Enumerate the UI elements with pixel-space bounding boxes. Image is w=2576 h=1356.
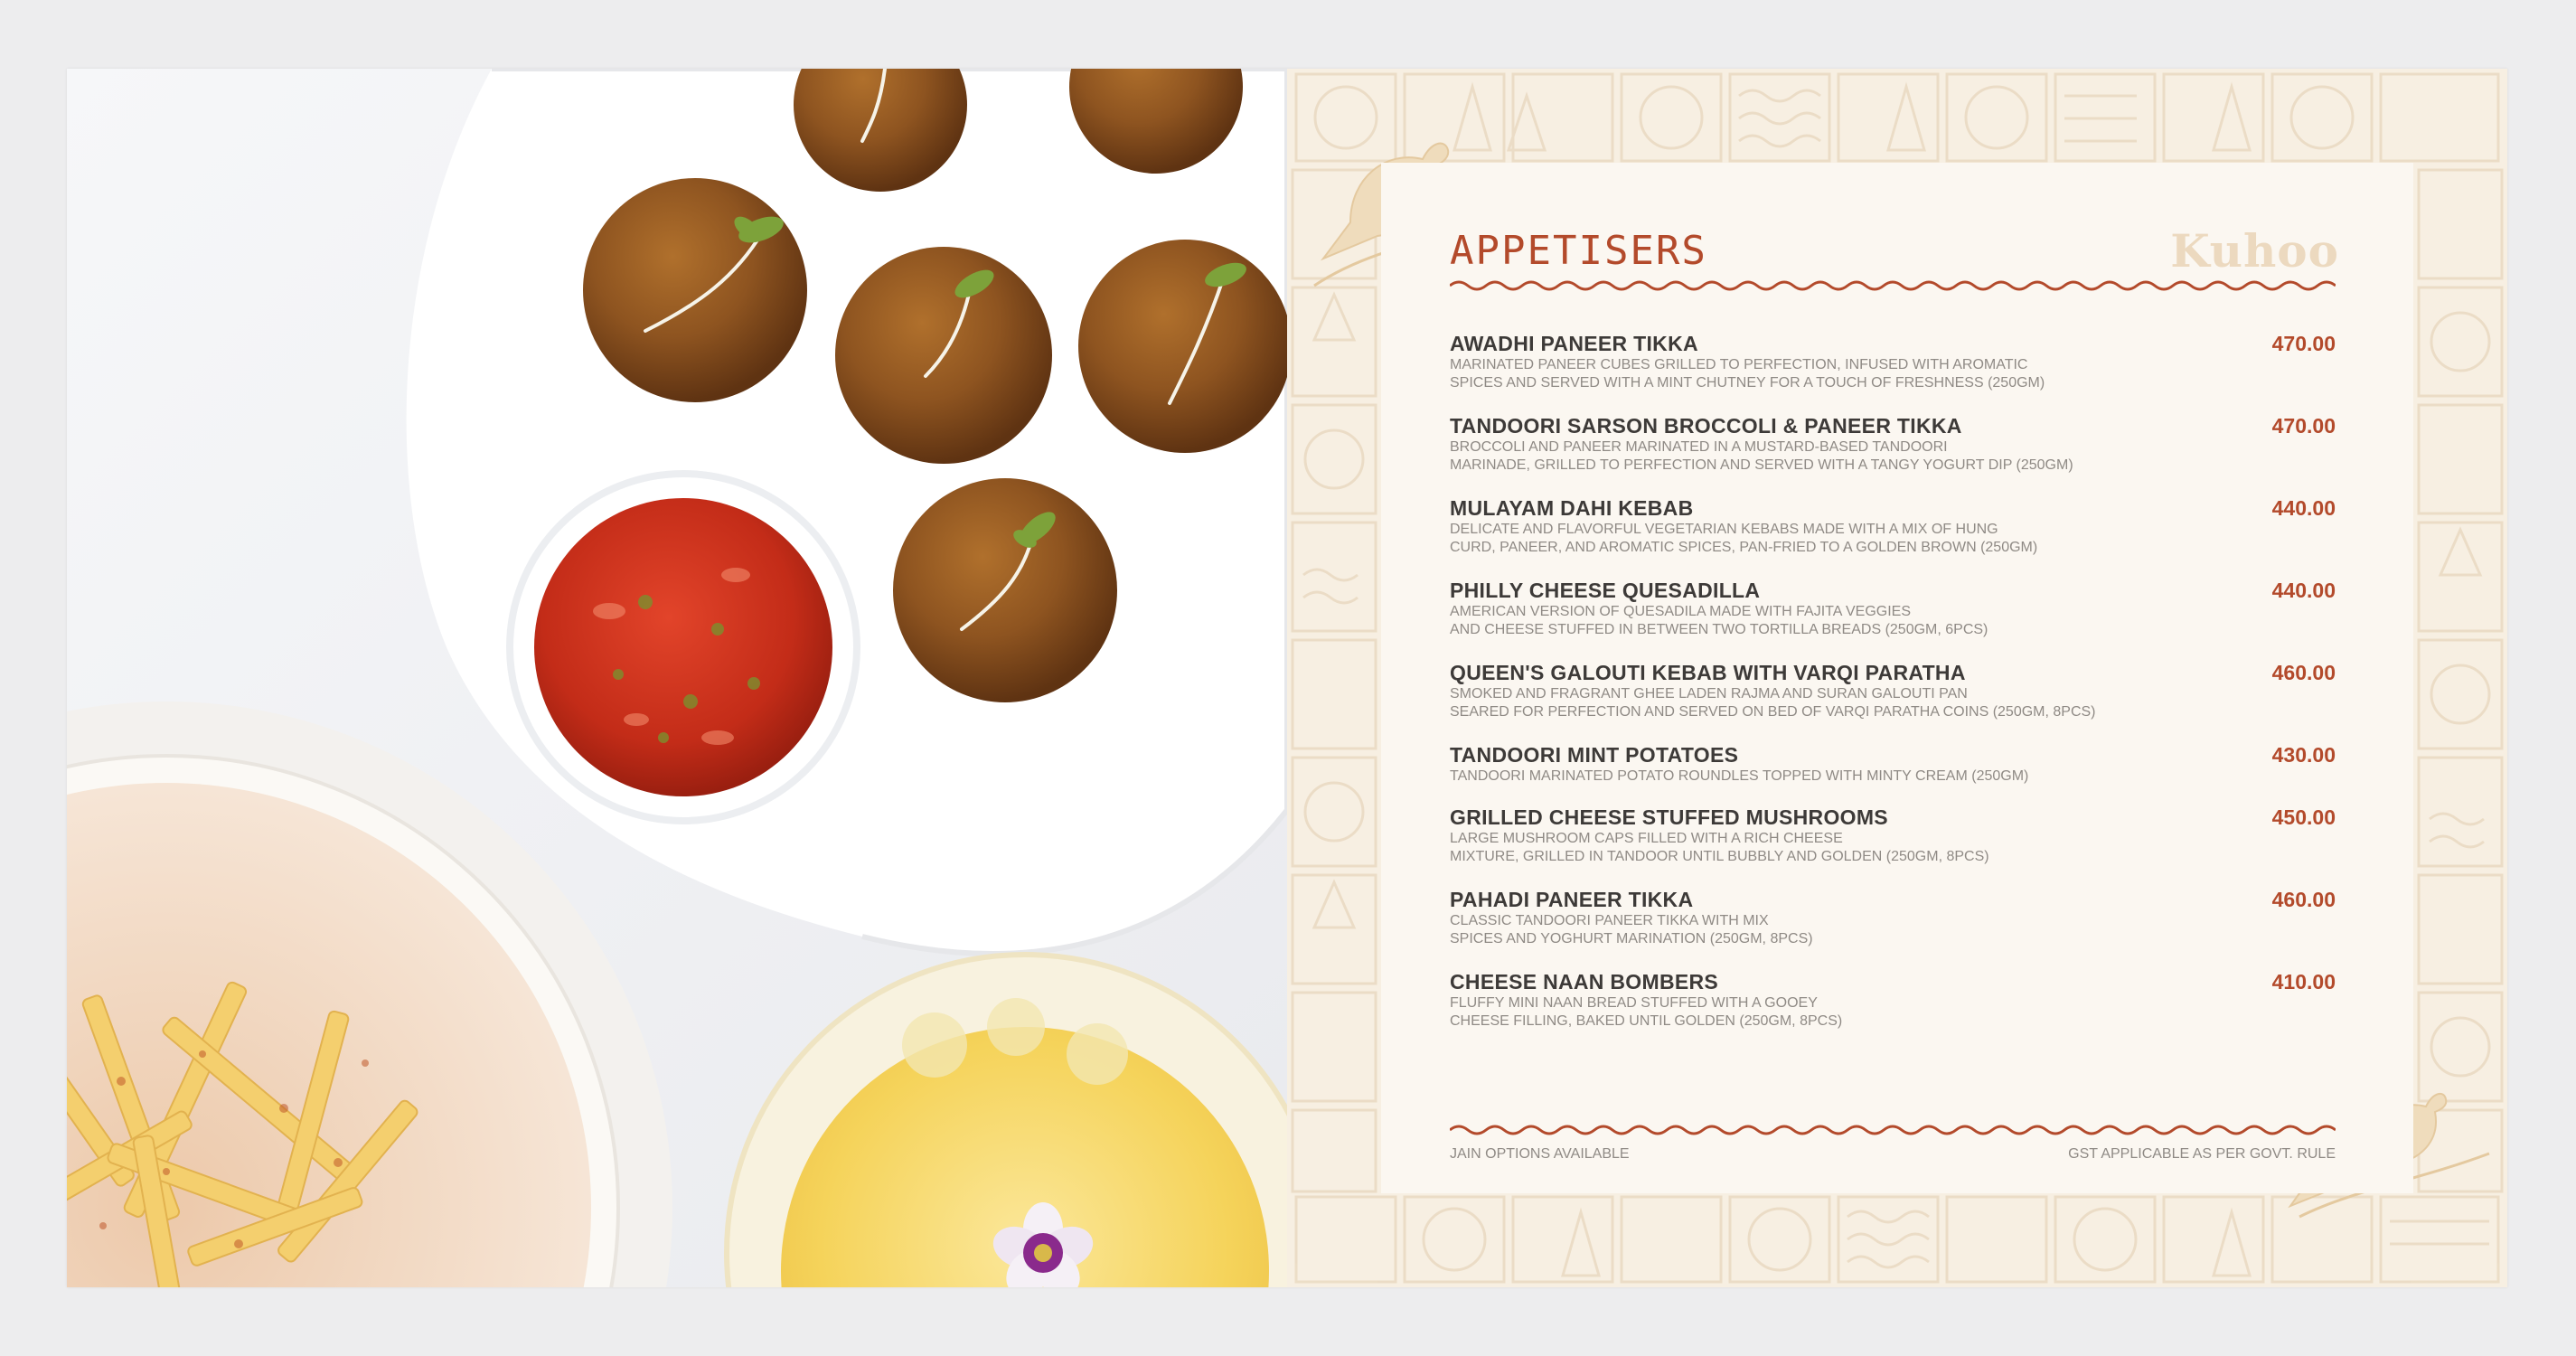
menu-item-description-line-1: TANDOORI MARINATED POTATO ROUNDLES TOPPED WITH MINTY CREAM (250GM)	[1450, 768, 2029, 784]
menu-item-name: PAHADI PANEER TIKKA	[1450, 888, 1694, 911]
menu-panel	[1381, 163, 2413, 1193]
menu-item-price: 440.00	[2271, 579, 2336, 602]
menu-item	[1450, 660, 2336, 742]
jain-options-note: JAIN OPTIONS AVAILABLE	[1450, 1146, 1630, 1162]
menu-item-name: AWADHI PANEER TIKKA	[1450, 332, 1698, 355]
menu-item	[1450, 805, 2336, 887]
menu-item-description-line-1: SMOKED AND FRAGRANT GHEE LADEN RAJMA AND SURAN GALOUTI PAN	[1450, 686, 1968, 702]
menu-title: APPETISERS	[1450, 228, 1707, 274]
menu-item-description-line-1: MARINATED PANEER CUBES GRILLED TO PERFECTION, INFUSED WITH AROMATIC	[1450, 357, 2028, 372]
menu-items-list	[1450, 331, 2336, 1051]
menu-item-price: 470.00	[2271, 414, 2336, 438]
food-photo-illustration	[67, 69, 1287, 1287]
menu-item-price: 470.00	[2271, 332, 2336, 355]
menu-item-price: 460.00	[2271, 888, 2336, 911]
menu-item-name: QUEEN'S GALOUTI KEBAB WITH VARQI PARATHA	[1450, 661, 1966, 684]
menu-item-description-line-1: FLUFFY MINI NAAN BREAD STUFFED WITH A GOOEY	[1450, 995, 1818, 1011]
menu-item	[1450, 887, 2336, 969]
menu-item	[1450, 969, 2336, 1051]
menu-item	[1450, 495, 2336, 578]
menu-item-description-line-1: LARGE MUSHROOM CAPS FILLED WITH A RICH CHEESE	[1450, 831, 1843, 846]
menu-item	[1450, 742, 2336, 805]
menu-item-description-line-2: MIXTURE, GRILLED IN TANDOOR UNTIL BUBBLY AND GOLDEN (250GM, 8PCS)	[1450, 849, 1989, 864]
menu-item-description-line-1: AMERICAN VERSION OF QUESADILA MADE WITH FAJITA VEGGIES	[1450, 604, 1912, 619]
menu-item	[1450, 331, 2336, 413]
menu-item-description-line-2: AND CHEESE STUFFED IN BETWEEN TWO TORTILLA BREADS (250GM, 6PCS)	[1450, 622, 1988, 637]
menu-item-price: 450.00	[2271, 805, 2336, 829]
menu-item-name: PHILLY CHEESE QUESADILLA	[1450, 579, 1761, 602]
menu-item-description-line-2: SPICES AND YOGHURT MARINATION (250GM, 8PCS)	[1450, 931, 1813, 946]
menu-item-name: MULAYAM DAHI KEBAB	[1450, 496, 1694, 520]
wavy-divider-top	[1450, 278, 2336, 293]
menu-item-name: TANDOORI MINT POTATOES	[1450, 743, 1739, 767]
menu-item-description-line-2: CURD, PANEER, AND AROMATIC SPICES, PAN-FRIED TO A GOLDEN BROWN (250GM)	[1450, 540, 2038, 555]
menu-spread	[67, 69, 2507, 1287]
menu-item	[1450, 578, 2336, 660]
menu-item-name: TANDOORI SARSON BROCCOLI & PANEER TIKKA	[1450, 414, 1962, 438]
food-photo	[67, 69, 1287, 1287]
menu-item-price: 460.00	[2271, 661, 2336, 684]
menu-item-name: GRILLED CHEESE STUFFED MUSHROOMS	[1450, 805, 1888, 829]
menu-item-description-line-2: SEARED FOR PERFECTION AND SERVED ON BED OF VARQI PARATHA COINS (250GM, 8PCS)	[1450, 704, 2096, 720]
menu-item-description-line-2: SPICES AND SERVED WITH A MINT CHUTNEY FOR A TOUCH OF FRESHNESS (250GM)	[1450, 375, 2045, 391]
brand-logo: Kuhoo	[2170, 224, 2339, 278]
menu-item-description-line-1: CLASSIC TANDOORI PANEER TIKKA WITH MIX	[1450, 913, 1769, 928]
menu-item-description-line-2: MARINADE, GRILLED TO PERFECTION AND SERVED WITH A TANGY YOGURT DIP (250GM)	[1450, 457, 2073, 473]
menu-page	[1287, 69, 2507, 1287]
menu-item-name: CHEESE NAAN BOMBERS	[1450, 970, 1719, 993]
menu-item-price: 440.00	[2271, 496, 2336, 520]
menu-item-description-line-1: BROCCOLI AND PANEER MARINATED IN A MUSTARD-BASED TANDOORI	[1450, 439, 1948, 455]
wavy-divider-bottom	[1450, 1123, 2336, 1137]
menu-item-price: 410.00	[2271, 970, 2336, 993]
menu-item-price: 430.00	[2271, 743, 2336, 767]
gst-note: GST APPLICABLE AS PER GOVT. RULE	[2068, 1146, 2336, 1162]
menu-item-description-line-1: DELICATE AND FLAVORFUL VEGETARIAN KEBABS MADE WITH A MIX OF HUNG	[1450, 522, 1998, 537]
menu-item	[1450, 413, 2336, 495]
menu-item-description-line-2: CHEESE FILLING, BAKED UNTIL GOLDEN (250GM, 8PCS)	[1450, 1013, 1843, 1029]
